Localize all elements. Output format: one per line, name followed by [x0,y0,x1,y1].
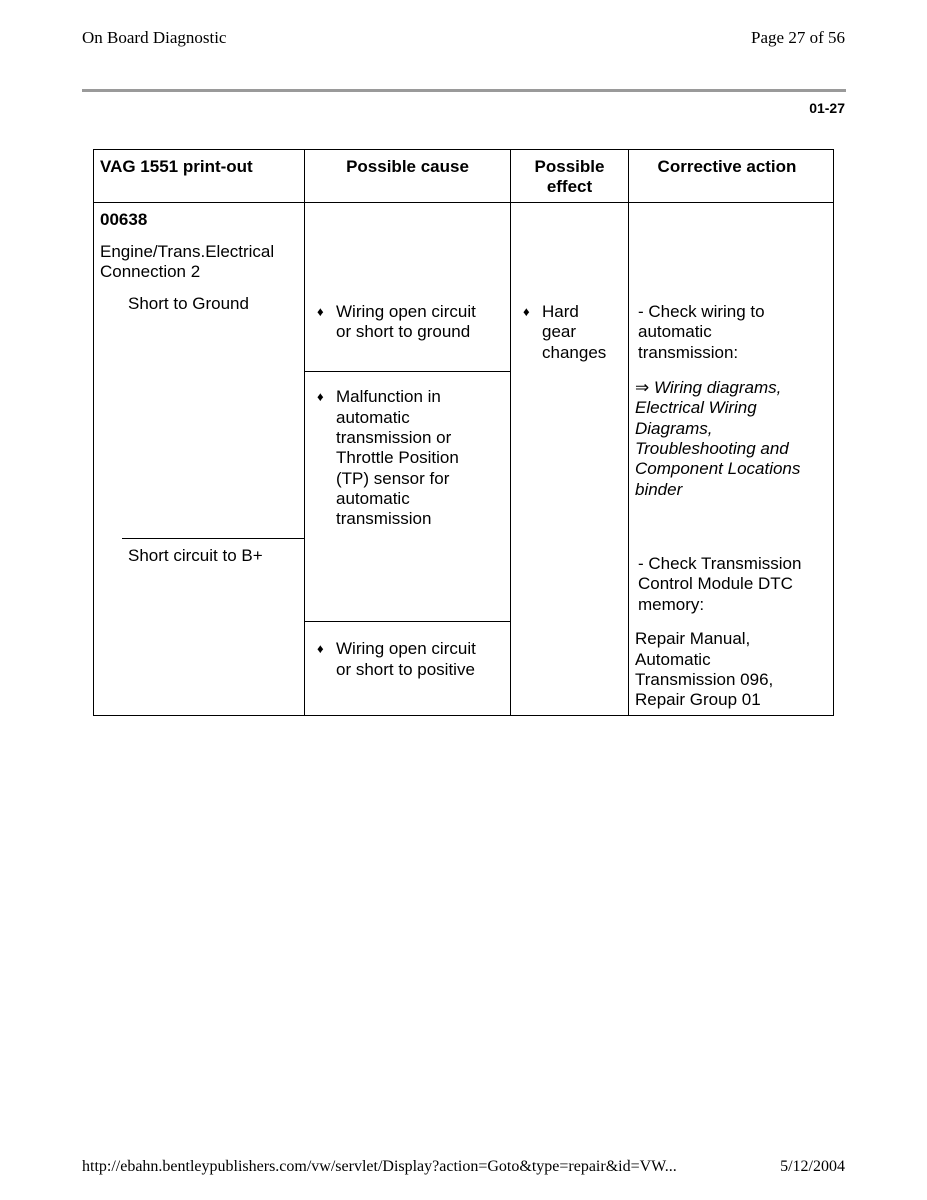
action2-line1: - Check Transmission [638,554,802,573]
col-divider-1 [304,150,305,715]
action1-line1: - Check wiring to [638,302,765,321]
cause3-line2: or short to positive [336,660,475,679]
ref2-line3: Transmission 096, [635,670,774,689]
ref1-line1[interactable] [635,378,781,398]
ref1-line2[interactable]: Electrical Wiring [635,398,757,417]
header-divider [82,89,846,92]
effect-line1: Hard [542,302,579,321]
cause3-line1: Wiring open circuit [336,639,476,658]
header-effect-line1: Possible [534,157,605,176]
bullet-diamond-icon: ♦ [317,304,324,319]
effect-line2: gear [542,322,577,341]
footer-url: http://ebahn.bentleypublishers.com/vw/servlet/Display?action=Goto&type=repair&id=VW... [82,1158,677,1175]
page-number: Page 27 of 56 [751,28,845,47]
cause1-line1: Wiring open circuit [336,302,476,321]
header-row-divider [94,202,833,203]
ref2-line1: Repair Manual, [635,629,751,648]
footer-date: 5/12/2004 [780,1158,845,1175]
ref2-line4: Repair Group 01 [635,690,761,709]
col-divider-2 [510,150,511,715]
bullet-diamond-icon: ♦ [523,304,530,319]
ref1-line5[interactable]: Component Locations [635,459,801,478]
action2-line3: memory: [638,595,705,614]
cause2-line7: transmission [336,509,432,528]
cause2-line6: automatic [336,489,410,508]
dtc-description-line1: Engine/Trans.Electrical [100,242,275,261]
header-action: Corrective action [657,157,797,176]
header-printout: VAG 1551 print-out [100,157,253,176]
header-effect-line2: effect [546,177,593,196]
diagnostic-table [93,149,834,716]
document-title: On Board Diagnostic [82,28,227,47]
action1-line2: automatic [638,322,712,341]
cause2-line1: Malfunction in [336,387,441,406]
bullet-diamond-icon: ♦ [317,641,324,656]
fault-short-to-ground: Short to Ground [128,294,249,313]
ref1-line3[interactable]: Diagrams, [635,419,713,438]
cause2-line3: transmission or [336,428,452,447]
ref2-line2: Automatic [635,650,711,669]
effect-line3: changes [542,343,607,362]
ref1-line6[interactable]: binder [635,480,683,499]
fault-divider [122,538,304,539]
col-divider-3 [628,150,629,715]
dtc-description-line2: Connection 2 [100,262,201,281]
dtc-code: 00638 [100,210,148,229]
ref1-line1-text: Wiring diagrams, [653,378,782,397]
page-code: 01-27 [809,100,845,116]
cause-divider-1 [304,371,510,372]
cause-divider-2 [304,621,510,622]
action1-line3: transmission: [638,343,739,362]
cause1-line2: or short to ground [336,322,471,341]
cause2-line2: automatic [336,408,410,427]
action2-line2: Control Module DTC [638,574,793,593]
cause2-line4: Throttle Position [336,448,459,467]
header-cause: Possible cause [346,157,469,176]
bullet-diamond-icon: ♦ [317,389,324,404]
ref1-line4[interactable]: Troubleshooting and [635,439,789,458]
arrow-right-icon: ⇒ [635,378,650,397]
fault-short-to-positive: Short circuit to B+ [128,546,263,565]
cause2-line5: (TP) sensor for [336,469,450,488]
